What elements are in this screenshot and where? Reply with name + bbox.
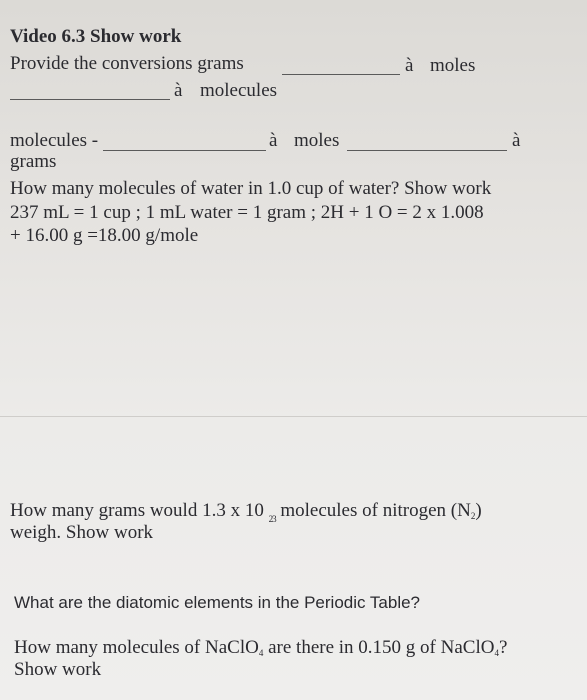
blank-line-moles-molecules[interactable]: [10, 99, 170, 100]
arrow-symbol: à: [269, 130, 278, 151]
arrow-symbol: à: [512, 130, 521, 151]
water-givens-line2: + 16.00 g =18.00 g/mole: [10, 225, 199, 246]
water-question: How many molecules of water in 1.0 cup of water? Show work: [10, 178, 492, 199]
section-divider: [0, 416, 587, 417]
arrow-symbol: à: [405, 55, 414, 76]
moles-label: moles: [430, 55, 476, 76]
conversion-prompt: Provide the conversions grams: [10, 53, 244, 74]
water-givens-line1: 237 mL = 1 cup ; 1 mL water = 1 gram ; 2H + 1 O = 2 x 1.008: [10, 202, 484, 223]
blank-line-grams-moles[interactable]: [282, 74, 400, 75]
exponent: 23: [268, 514, 276, 524]
subscript: 2: [470, 511, 476, 521]
arrow-symbol: à: [174, 80, 183, 101]
nitrogen-question: How many grams would 1.3 x 10 $_{23}$ molecules of nitrogen $(N_2)$: [10, 500, 482, 524]
page-title: Video 6.3 Show work: [10, 26, 182, 47]
nitrogen-question-line2: weigh. Show work: [10, 522, 154, 543]
blank-line-molecules-moles[interactable]: [103, 150, 266, 151]
grams-label: grams: [10, 151, 57, 172]
diatomic-question: What are the diatomic elements in the Periodic Table?: [14, 593, 421, 612]
blank-line-moles-grams[interactable]: [347, 150, 507, 151]
subscript: 4: [494, 648, 499, 658]
subscript: 4: [258, 648, 264, 658]
naclo4-question-line2: Show work: [14, 659, 102, 680]
molecules-start-label: molecules -: [10, 130, 99, 151]
moles-label: moles: [294, 130, 340, 151]
molecules-label: molecules: [200, 80, 278, 101]
naclo4-question: How many molecules of NaClO$_4$ are there in 0.150 g of NaClO$_4$?: [14, 637, 508, 658]
